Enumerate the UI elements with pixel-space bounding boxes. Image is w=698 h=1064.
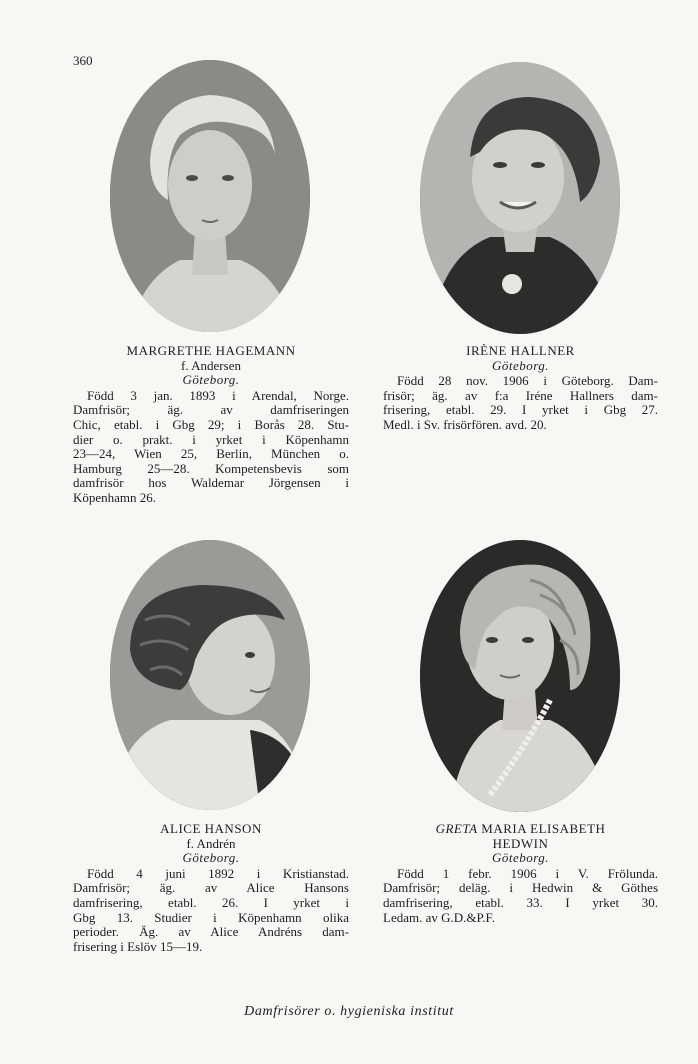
entry-irene-hallner [383,344,658,433]
person-name: MARGRETHE HAGEMANN [126,343,296,358]
city: Göteborg. [182,372,240,388]
bio-line: frisering i Eslöv 15—19. [73,938,203,954]
city: Göteborg. [491,357,550,373]
bio-line: Hamburg 25—28. Kompetensbevis som [73,460,349,476]
bio-line: Ledam. av G.D.&P.F. [383,909,495,925]
name-rest: MARIA ELISABETH [477,821,606,836]
portrait-margrethe-hagemann [110,60,310,332]
bio-line: damfrisering, etabl. 33. I yrket 30. [383,894,658,910]
portrait-woman-smiling-dark-hair-icon [420,62,620,334]
person-name: IRÈNE HALLNER [466,343,575,358]
bio-line: Gbg 13. Studier i Köpenhamn olika [73,909,349,925]
page-number: 360 [73,53,93,68]
city: Göteborg. [491,850,550,866]
person-name: ALICE HANSON [160,821,262,836]
portrait-woman-profile-wavy-hair-icon [110,540,310,810]
portrait-alice-hanson [110,540,310,810]
bio-line: Född 4 juni 1892 i Kristianstad. [87,865,349,881]
bio-line: Damfrisör; äg. av Alice Hansons [73,880,349,896]
maiden-name: f. Andersen [181,357,241,373]
bio-line: Damfrisör; äg. av damfriseringen [73,402,349,418]
person-name [383,822,658,837]
portrait-greta-hedwin [420,540,620,812]
bio-line: Medl. i Sv. frisörfören. avd. 20. [383,416,547,432]
bio-line: Chic, etabl. i Gbg 29; i Borås 28. Stu- [73,416,349,432]
name-first-italic: GRETA [435,821,478,836]
bio-line: damfrisör hos Waldemar Jörgensen i [73,475,349,491]
bio-line: Damfrisör; deläg. i Hedwin & Göthes [383,880,658,896]
bio-line: 23—24, Wien 25, Berlin, München o. [73,446,349,462]
biography [383,867,658,925]
bio-line: Köpenhamn 26. [73,489,157,505]
biography [383,374,658,432]
city: Göteborg. [182,850,240,866]
biography [73,389,349,506]
bio-line: frisering, etabl. 29. I yrket i Gbg 27. [383,402,658,418]
page-footer: Damfrisörer o. hygieniska institut [244,1004,454,1019]
bio-line: Född 1 febr. 1906 i V. Frölunda. [397,865,658,881]
portrait-woman-pearl-necklace-icon [420,540,620,812]
bio-line: Född 28 nov. 1906 i Göteborg. Dam- [397,373,658,389]
entry-margrethe-hagemann [73,344,349,506]
bio-line: frisör; äg. av f:a Iréne Hallners dam- [383,387,658,403]
entry-greta-hedwin [383,822,658,925]
biography [73,867,349,955]
portrait-woman-light-curled-hair-icon [110,60,310,332]
bio-line: damfrisering, etabl. 26. I yrket i [73,894,349,910]
entry-alice-hanson [73,822,349,954]
maiden-name: f. Andrén [186,835,236,851]
bio-line: perioder. Äg. av Alice Andréns dam- [73,924,349,940]
portrait-irene-hallner [420,62,620,334]
person-name-line2: HEDWIN [492,835,549,851]
bio-line: Född 3 jan. 1893 i Arendal, Norge. [87,387,349,403]
bio-line: dier o. prakt. i yrket i Köpenhamn [73,431,349,447]
